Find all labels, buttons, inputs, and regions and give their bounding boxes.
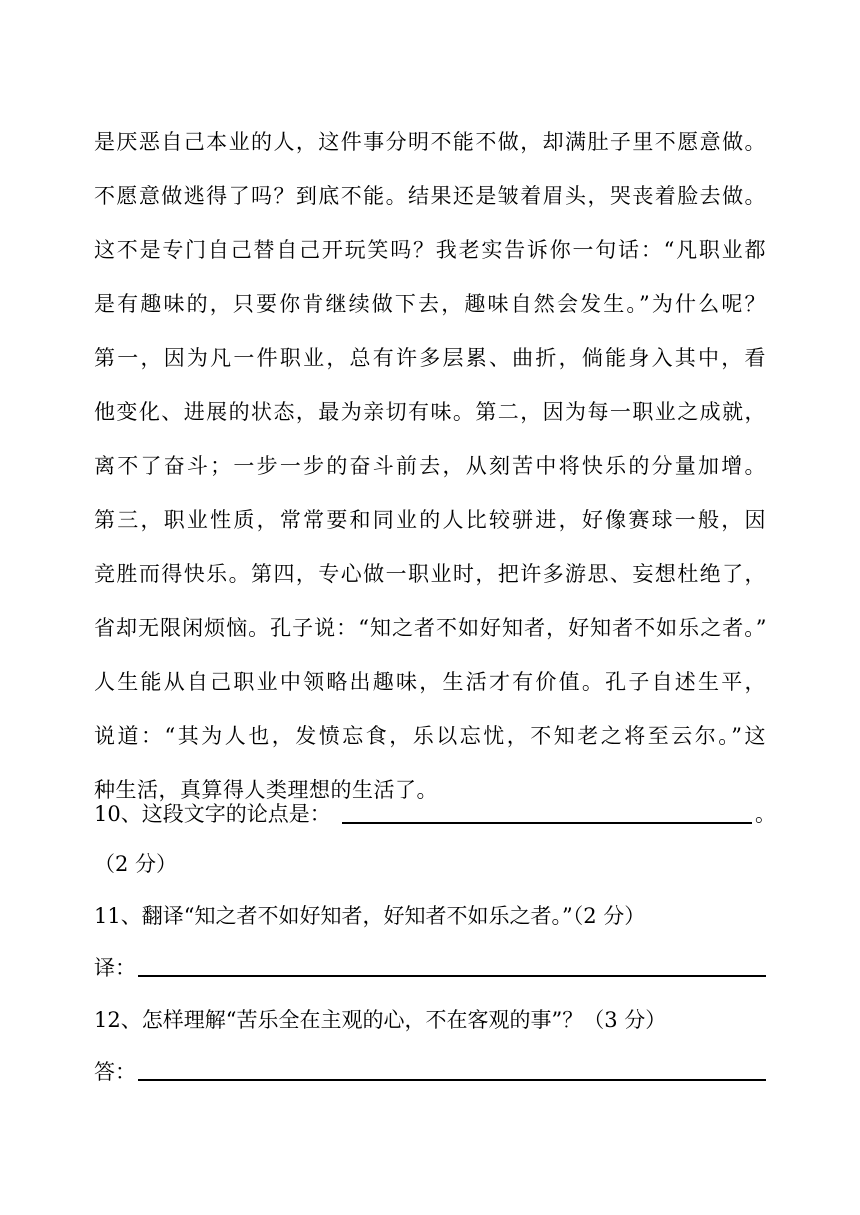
passage-line: 种生活，真算得人类理想的生活了。 [94,778,438,802]
question-11-prompt: 11、翻译“知之者不如好知者，好知者不如乐之者。”（2 分） [94,904,646,928]
question-10-prompt: 10、这段文字的论点是： [94,802,331,826]
passage-line: 竞胜而得快乐。第四，专心做一职业时，把许多游思、妄想杜绝了， [94,562,766,586]
passage-line: 不愿意做逃得了吗？到底不能。结果还是皱着眉头，哭丧着脸去做。 [94,184,766,208]
question-11-answer-blank[interactable] [138,975,766,977]
passage-line: 这不是专门自己替自己开玩笑吗？我老实告诉你一句话：“凡职业都 [94,238,766,262]
passage-line: 是厌恶自己本业的人，这件事分明不能不做，却满肚子里不愿意做。 [94,130,766,154]
passage-line: 人生能从自己职业中领略出趣味，生活才有价值。孔子自述生平， [94,670,766,694]
question-12-prompt: 12、怎样理解“苦乐全在主观的心，不在客观的事”？（3 分） [94,1008,667,1032]
passage-line: 省却无限闲烦恼。孔子说：“知之者不如好知者，好知者不如乐之者。” [94,616,766,640]
question-10-score: （2 分） [94,852,178,876]
passage-line: 离不了奋斗；一步一步的奋斗前去，从刻苦中将快乐的分量加增。 [94,454,766,478]
question-10-end-punct: 。 [755,802,776,826]
question-10-answer-blank[interactable] [342,822,752,824]
question-11-answer-label: 译： [94,956,136,980]
passage-line: 第三，职业性质，常常要和同业的人比较骈进，好像赛球一般，因 [94,508,766,532]
passage-line: 第一，因为凡一件职业，总有许多层累、曲折，倘能身入其中，看 [94,346,766,370]
passage-line: 说道：“其为人也，发愤忘食，乐以忘忧，不知老之将至云尔。”这 [94,724,766,748]
question-12-answer-blank[interactable] [138,1079,766,1081]
question-12-answer-label: 答： [94,1060,136,1084]
passage-line: 他变化、进展的状态，最为亲切有味。第二，因为每一职业之成就， [94,400,766,424]
passage-line: 是有趣味的，只要你肯继续做下去，趣味自然会发生。”为什么呢？ [94,292,766,316]
